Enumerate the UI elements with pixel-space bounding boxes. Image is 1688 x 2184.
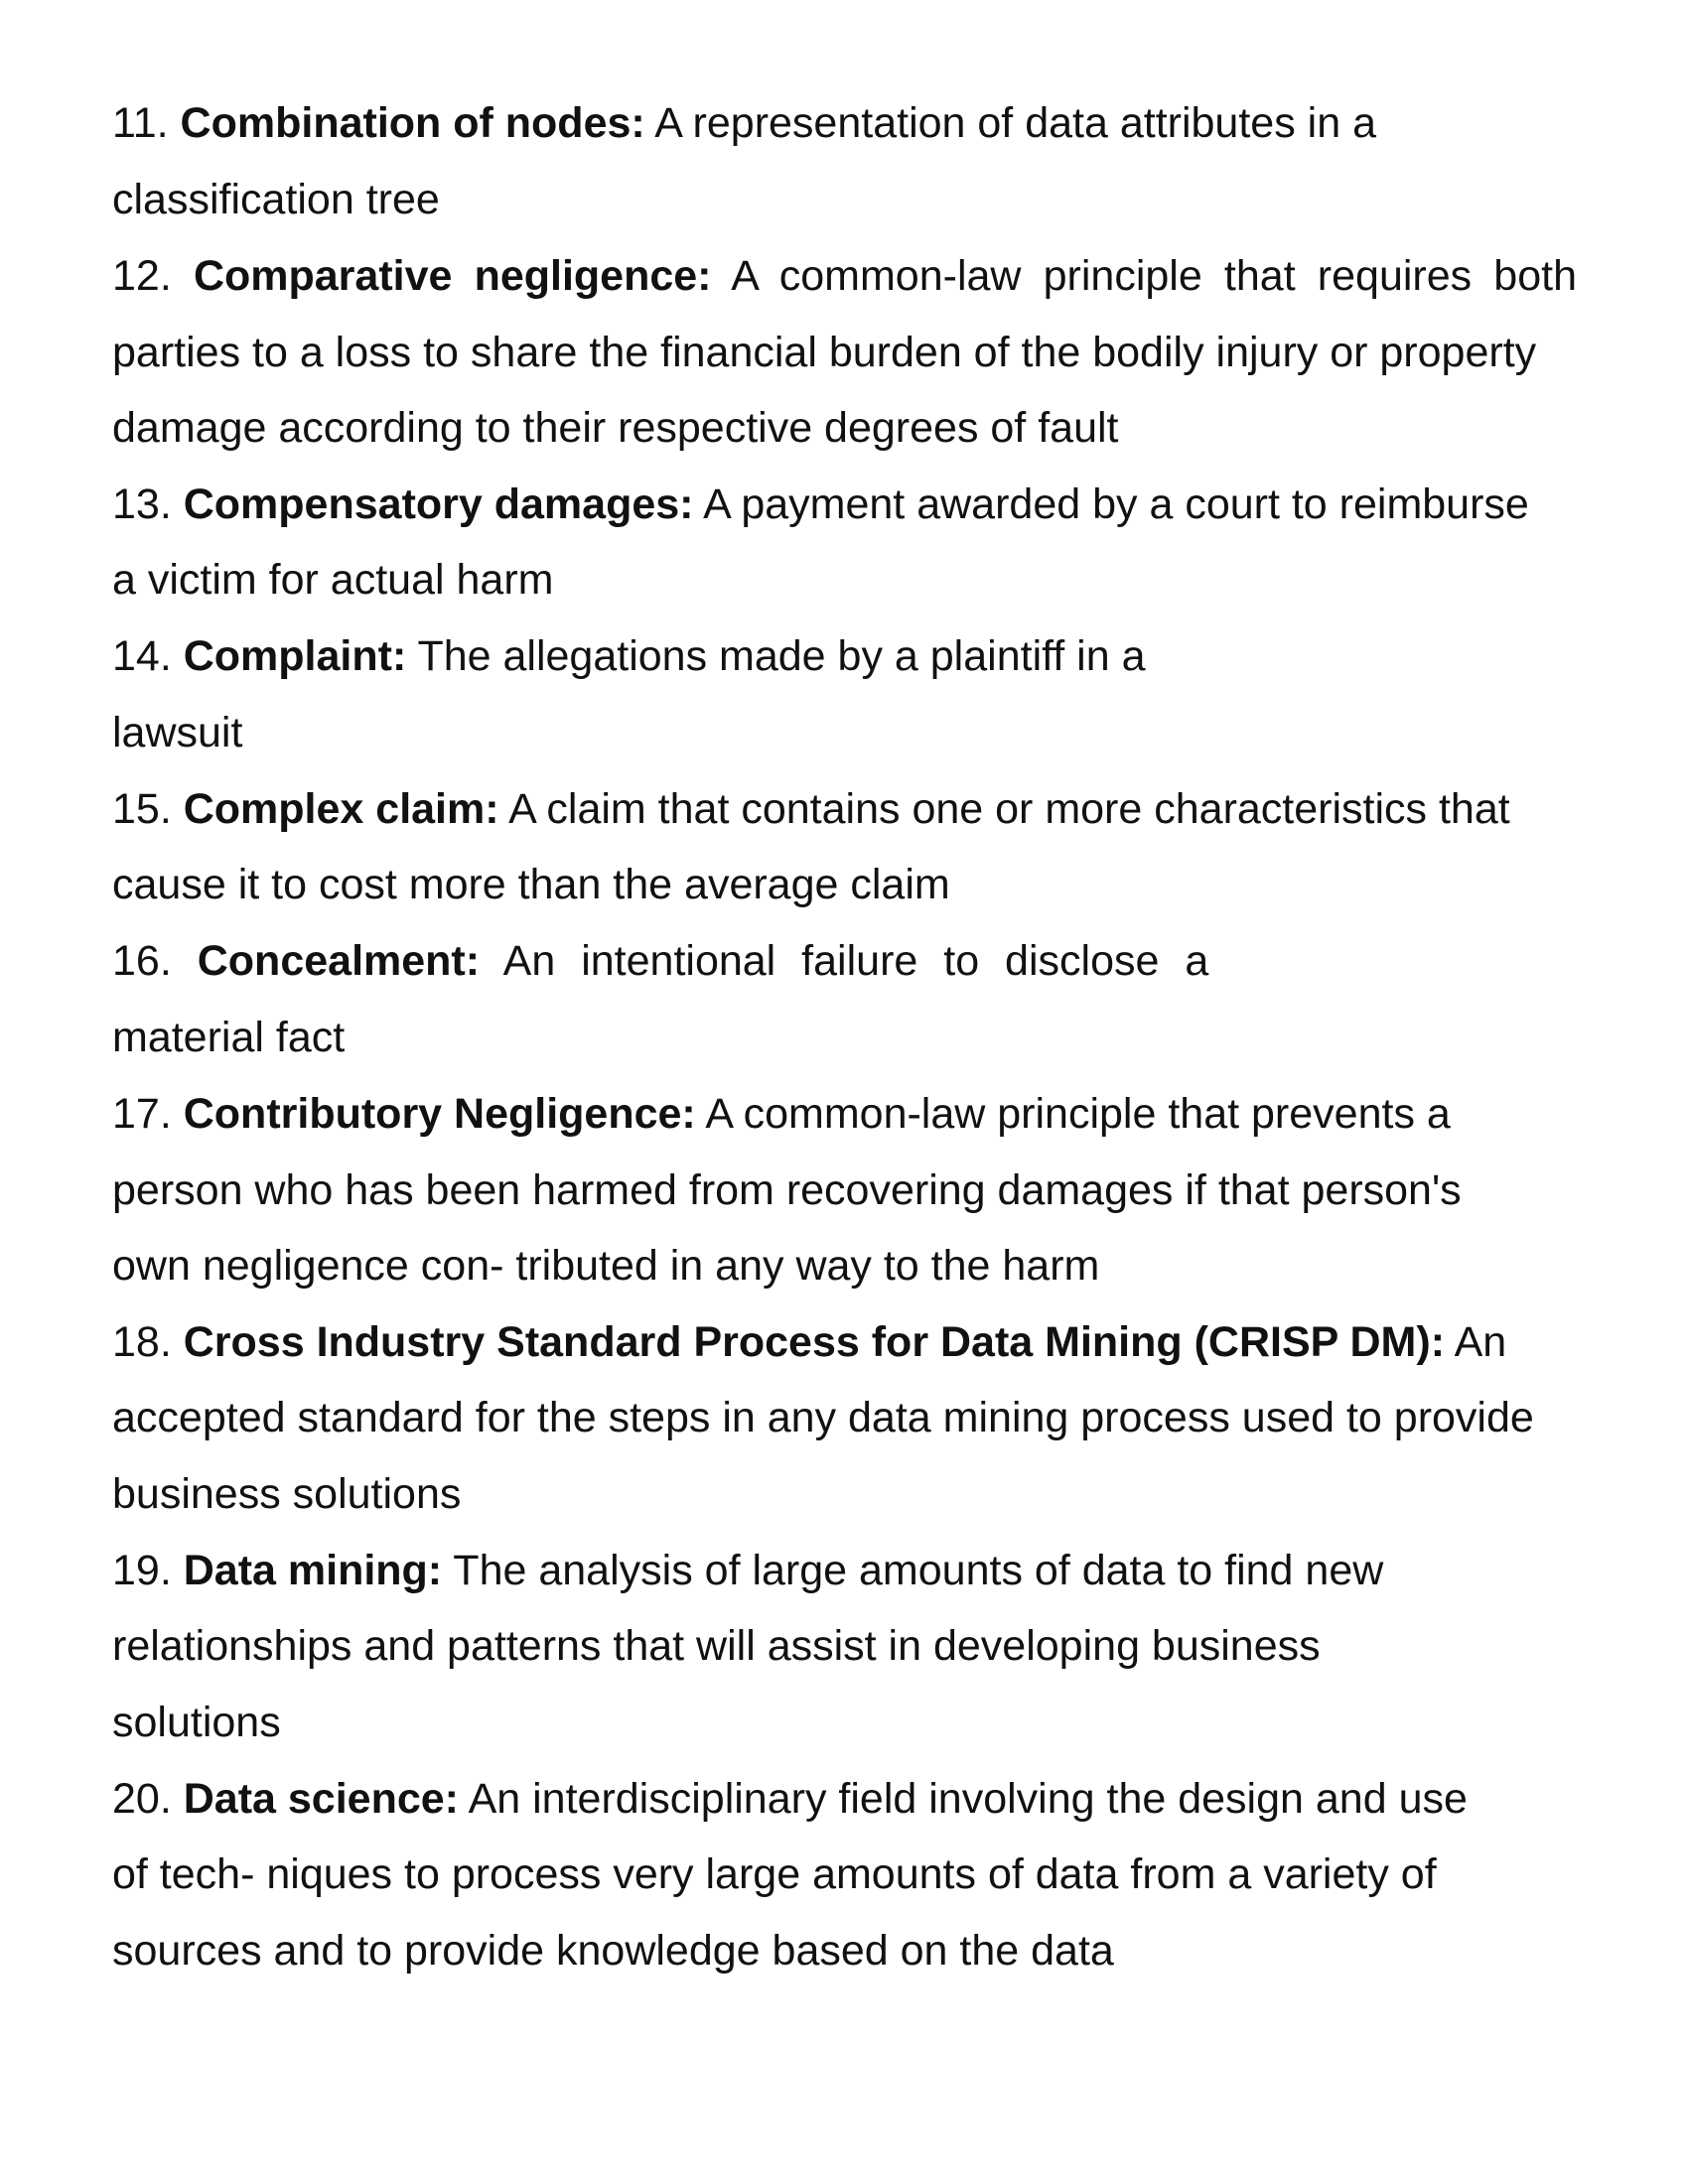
entry-number: 13.: [112, 480, 172, 528]
glossary-entry-12: [112, 250, 1577, 302]
glossary-entry-20: [112, 1773, 1468, 1825]
entry-number: 17.: [112, 1090, 172, 1138]
entry-term: Complaint:: [183, 632, 407, 680]
entry-term: Cross Industry Standard Process for Data Mining (CRISP DM):: [183, 1318, 1446, 1366]
glossary-entry-14: [112, 630, 1146, 682]
entry-definition: A common-law principle that requires both: [711, 252, 1577, 300]
entry-definition: The analysis of large amounts of data to find new: [442, 1547, 1384, 1594]
entry-number: 14.: [112, 632, 172, 680]
entry-definition: A claim that contains one or more characteristics that: [498, 785, 1510, 833]
entry-term: Contributory Negligence:: [183, 1090, 696, 1138]
entry-term: Data mining:: [183, 1547, 443, 1594]
entry-definition-continuation: lawsuit: [112, 709, 243, 756]
entry-definition: An intentional failure to disclose a: [480, 937, 1209, 985]
glossary-entry-17: [112, 1088, 1451, 1140]
entry-definition: An interdisciplinary field involving the design and use: [459, 1775, 1468, 1823]
entry-number: 12.: [112, 252, 172, 300]
glossary-entry-15: [112, 783, 1510, 835]
glossary-entry-13: [112, 478, 1529, 530]
entry-number: 16.: [112, 937, 172, 985]
entry-term: Data science:: [183, 1775, 459, 1823]
entry-definition-continuation: material fact: [112, 1014, 346, 1061]
glossary-entry-16: [112, 935, 1208, 987]
entry-number: 15.: [112, 785, 172, 833]
glossary-entry-19: [112, 1545, 1383, 1596]
entry-definition-continuation: business solutions: [112, 1470, 462, 1518]
entry-number: 18.: [112, 1318, 172, 1366]
entry-definition-continuation: classification tree: [112, 176, 440, 223]
entry-definition-continuation: of tech- niques to process very large amounts of data from a variety of: [112, 1850, 1437, 1898]
entry-number: 20.: [112, 1775, 172, 1823]
entry-definition-continuation: parties to a loss to share the financial burden of the bodily injury or property: [112, 329, 1537, 376]
entry-definition-continuation: solutions: [112, 1699, 281, 1746]
glossary-entry-11: [112, 97, 1376, 149]
entry-definition-continuation: own negligence con- tributed in any way to the harm: [112, 1242, 1100, 1290]
entry-definition: An: [1445, 1318, 1507, 1366]
entry-definition-continuation: relationships and patterns that will assist in developing business: [112, 1622, 1321, 1670]
entry-definition: A payment awarded by a court to reimburse: [693, 480, 1529, 528]
glossary-entry-18: [112, 1316, 1506, 1368]
entry-term: Concealment:: [197, 937, 481, 985]
entry-definition-continuation: person who has been harmed from recovering damages if that person's: [112, 1166, 1462, 1214]
entry-definition-continuation: accepted standard for the steps in any data mining process used to provide: [112, 1394, 1534, 1441]
entry-definition-continuation: sources and to provide knowledge based on the data: [112, 1927, 1114, 1975]
entry-term: Compensatory damages:: [183, 480, 694, 528]
entry-definition-continuation: cause it to cost more than the average claim: [112, 861, 950, 908]
entry-definition: A common-law principle that prevents a: [695, 1090, 1451, 1138]
entry-definition-continuation: a victim for actual harm: [112, 556, 554, 604]
entry-definition: A representation of data attributes in a: [644, 99, 1376, 147]
entry-number: 11.: [112, 99, 169, 147]
entry-term: Comparative negligence:: [193, 252, 712, 300]
entry-definition: The allegations made by a plaintiff in a: [406, 632, 1146, 680]
entry-number: 19.: [112, 1547, 172, 1594]
entry-term: Combination of nodes:: [180, 99, 645, 147]
entry-term: Complex claim:: [183, 785, 499, 833]
entry-definition-continuation: damage according to their respective degrees of fault: [112, 404, 1119, 452]
